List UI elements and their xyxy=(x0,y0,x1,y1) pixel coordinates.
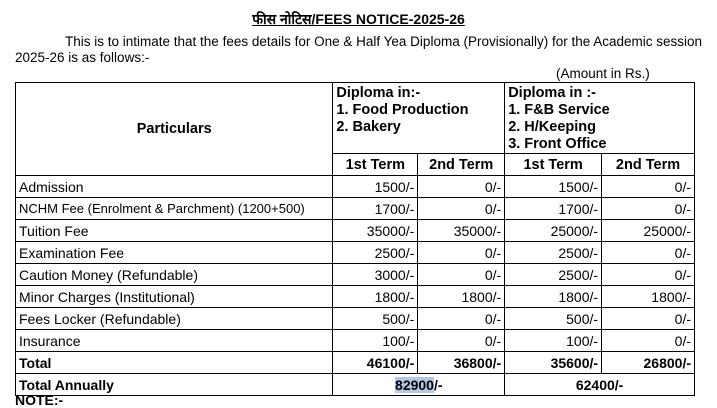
fee-cell: 0/- xyxy=(418,330,505,352)
value-suffix: /- xyxy=(433,376,443,393)
term-header: 1st Term xyxy=(333,154,418,176)
group-header-row xyxy=(16,83,695,154)
highlighted-value: 82900 xyxy=(395,376,434,393)
fee-cell: 1700/- xyxy=(505,198,602,220)
notice-title: फीस नोटिस/FEES NOTICE-2025-26 xyxy=(252,11,465,27)
row-label: NCHM Fee (Enrolment & Parchment) (1200+500) xyxy=(16,198,333,220)
fee-cell: 0/- xyxy=(602,330,695,352)
fee-cell: 2500/- xyxy=(505,264,602,286)
fee-cell: 25000/- xyxy=(602,220,695,242)
term-header: 1st Term xyxy=(505,154,602,176)
fee-cell: 100/- xyxy=(333,330,418,352)
diploma-group-a-header xyxy=(333,83,505,154)
fee-cell: 3000/- xyxy=(333,264,418,286)
fee-cell: 500/- xyxy=(333,308,418,330)
fee-cell: 35000/- xyxy=(418,220,505,242)
fee-cell: 25000/- xyxy=(505,220,602,242)
row-label: Minor Charges (Institutional) xyxy=(16,286,333,308)
fee-cell: 0/- xyxy=(418,198,505,220)
table-row xyxy=(16,198,695,220)
fee-cell: 1800/- xyxy=(418,286,505,308)
table-row xyxy=(16,220,695,242)
fee-cell: 0/- xyxy=(602,176,695,198)
term-header: 2nd Term xyxy=(418,154,505,176)
row-label: Insurance xyxy=(16,330,333,352)
particulars-header: Particulars xyxy=(16,83,333,176)
row-label: Tuition Fee xyxy=(16,220,333,242)
intro-paragraph: This is to intimate that the fees details for One & Half Yea Diploma (Provisionally) for the Academic session 2025-26 is as follows:- xyxy=(15,34,703,65)
fee-cell: 0/- xyxy=(418,176,505,198)
fee-cell: 2500/- xyxy=(333,242,418,264)
total-annually-row xyxy=(16,374,695,396)
fee-cell: 0/- xyxy=(602,198,695,220)
row-label: Fees Locker (Refundable) xyxy=(16,308,333,330)
fee-cell: 0/- xyxy=(602,264,695,286)
fee-cell: 0/- xyxy=(418,308,505,330)
diploma-group-b-header xyxy=(505,83,695,154)
table-row xyxy=(16,264,695,286)
fee-cell: 2500/- xyxy=(505,242,602,264)
group-b-item: 1. F&B Service xyxy=(508,102,610,118)
group-b-heading: Diploma in :- xyxy=(508,85,596,101)
fee-cell: 0/- xyxy=(602,242,695,264)
fee-cell: 0/- xyxy=(418,242,505,264)
amount-note: (Amount in Rs.) xyxy=(556,66,650,81)
row-label: Admission xyxy=(16,176,333,198)
fee-cell: 1800/- xyxy=(505,286,602,308)
total-cell: 35600/- xyxy=(505,352,602,374)
row-label: Examination Fee xyxy=(16,242,333,264)
group-b-item: 3. Front Office xyxy=(508,136,607,152)
table-row xyxy=(16,176,695,198)
fee-cell: 1800/- xyxy=(333,286,418,308)
total-annually-group-a xyxy=(333,374,505,396)
fee-cell: 1700/- xyxy=(333,198,418,220)
table-row xyxy=(16,308,695,330)
group-a-heading: Diploma in:- xyxy=(336,85,421,101)
fee-cell: 1500/- xyxy=(333,176,418,198)
row-label: Caution Money (Refundable) xyxy=(16,264,333,286)
note-label: NOTE:- xyxy=(15,392,64,408)
fee-cell: 35000/- xyxy=(333,220,418,242)
fees-table xyxy=(15,82,695,396)
fee-cell: 1500/- xyxy=(505,176,602,198)
group-b-item: 2. H/Keeping xyxy=(508,119,597,135)
total-cell: 26800/- xyxy=(602,352,695,374)
fee-cell: 1800/- xyxy=(602,286,695,308)
total-cell: 46100/- xyxy=(333,352,418,374)
total-annually-group-b: 62400/- xyxy=(505,374,695,396)
group-a-item: 1. Food Production xyxy=(336,102,469,118)
total-annually-label: Total Annually xyxy=(16,374,333,396)
fee-cell: 500/- xyxy=(505,308,602,330)
fee-cell: 100/- xyxy=(505,330,602,352)
total-cell: 36800/- xyxy=(418,352,505,374)
fee-cell: 0/- xyxy=(418,264,505,286)
table-row xyxy=(16,242,695,264)
total-label: Total xyxy=(16,352,333,374)
fee-cell: 0/- xyxy=(602,308,695,330)
table-row xyxy=(16,330,695,352)
term-header: 2nd Term xyxy=(602,154,695,176)
group-a-item: 2. Bakery xyxy=(336,119,401,135)
table-row xyxy=(16,286,695,308)
total-row xyxy=(16,352,695,374)
